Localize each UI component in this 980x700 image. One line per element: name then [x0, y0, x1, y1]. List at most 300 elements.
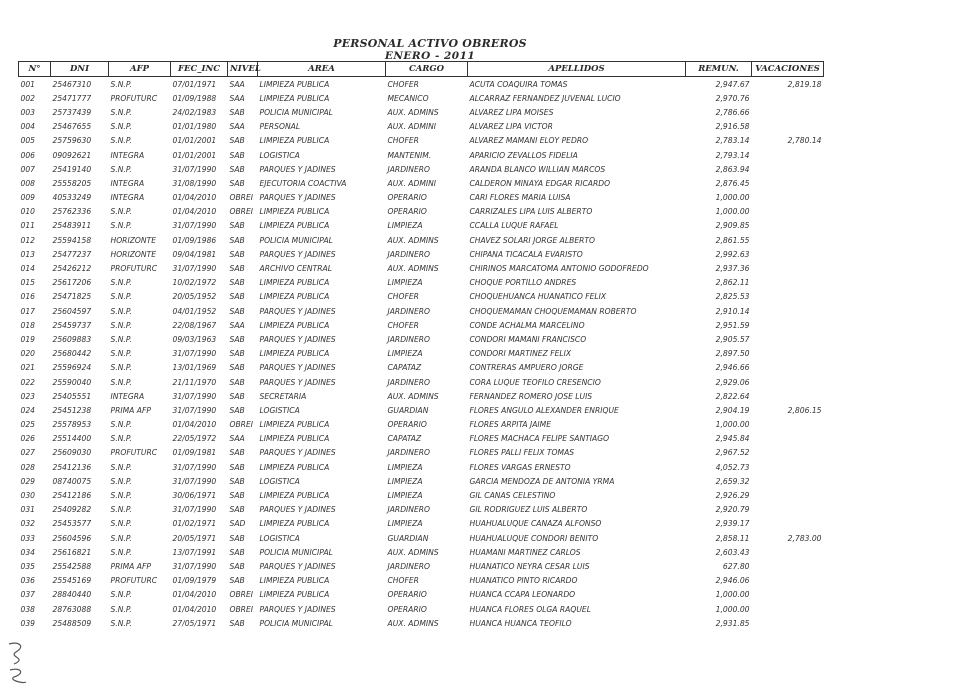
handwritten-mark — [6, 640, 32, 686]
nivel-cell: SAB — [229, 391, 245, 401]
area-cell: LIMPIEZA PUBLICA — [259, 349, 330, 359]
vacaciones-cell — [752, 304, 824, 318]
apellidos-cell: HUANCA CCAPA LEONARDO — [469, 590, 576, 600]
apellidos-cell: HUAHUALUQUE CONDORI BENITO — [469, 533, 599, 543]
apellidos-cell: ACUTA COAQUIRA TOMAS — [469, 79, 568, 89]
row-number-cell: 006 — [20, 150, 35, 160]
remun-cell: 627.80 — [722, 561, 750, 571]
nivel-cell: SAB — [229, 476, 245, 486]
dni-cell: 40533249 — [52, 193, 92, 203]
vacaciones-cell — [752, 616, 824, 630]
nivel-cell: SAB — [229, 377, 245, 387]
vacaciones-cell — [752, 460, 824, 474]
nivel-cell: SAB — [229, 462, 245, 472]
area-cell: LOGISTICA — [259, 476, 300, 486]
table-row — [19, 616, 824, 630]
table-row — [19, 91, 824, 105]
apellidos-cell: CHIPANA TICACALA EVARISTO — [469, 249, 583, 259]
remun-cell: 2,861.55 — [715, 235, 750, 245]
table-row — [19, 247, 824, 261]
vacaciones-cell — [752, 148, 824, 162]
row-number-cell: 001 — [20, 79, 35, 89]
remun-cell: 2,916.58 — [715, 122, 750, 132]
fec-inc-cell: 01/09/1981 — [172, 448, 217, 458]
fec-inc-cell: 01/04/2010 — [172, 604, 217, 614]
vacaciones-cell — [752, 588, 824, 602]
fec-inc-cell: 07/01/1971 — [172, 79, 217, 89]
area-cell: LIMPIEZA PUBLICA — [259, 462, 330, 472]
cargo-cell: AUX. ADMINS — [387, 107, 439, 117]
vacaciones-cell — [752, 474, 824, 488]
table-row — [19, 120, 824, 134]
fec-inc-cell: 31/07/1990 — [172, 476, 217, 486]
cargo-cell: CAPATAZ — [387, 363, 422, 373]
dni-cell: 09092621 — [52, 150, 92, 160]
row-number-cell: 007 — [20, 164, 35, 174]
apellidos-cell: FLORES ANGULO ALEXANDER ENRIQUE — [469, 405, 619, 415]
fec-inc-cell: 30/06/1971 — [172, 491, 217, 501]
nivel-cell: SAB — [229, 349, 245, 359]
nivel-cell: SAB — [229, 405, 245, 415]
row-number-cell: 032 — [20, 519, 35, 529]
apellidos-cell: GIL CANAS CELESTINO — [469, 491, 556, 501]
table-row — [19, 432, 824, 446]
dni-cell: 25590040 — [52, 377, 92, 387]
remun-cell: 2,947.67 — [715, 79, 750, 89]
row-number-cell: 035 — [20, 561, 35, 571]
fec-inc-cell: 01/01/1980 — [172, 122, 217, 132]
remun-cell: 2,793.14 — [715, 150, 750, 160]
vacaciones-cell — [752, 191, 824, 205]
afp-cell: S.N.P. — [110, 377, 132, 387]
table-row — [19, 517, 824, 531]
area-cell: PARQUES Y JADINES — [259, 363, 336, 373]
dni-cell: 25545169 — [52, 576, 92, 586]
area-cell: ARCHIVO CENTRAL — [259, 264, 332, 274]
fec-inc-cell: 04/01/1952 — [172, 306, 217, 316]
table-row — [19, 105, 824, 119]
table-row — [19, 375, 824, 389]
row-number-cell: 012 — [20, 235, 35, 245]
remun-cell: 2,786.66 — [715, 107, 750, 117]
fec-inc-cell: 01/09/1979 — [172, 576, 217, 586]
area-cell: LIMPIEZA PUBLICA — [259, 93, 330, 103]
vacaciones-cell — [752, 162, 824, 176]
vacaciones-cell — [752, 574, 824, 588]
dni-cell: 25542588 — [52, 561, 92, 571]
area-cell: LIMPIEZA PUBLICA — [259, 576, 330, 586]
table-row — [19, 176, 824, 190]
area-cell: LIMPIEZA PUBLICA — [259, 491, 330, 501]
dni-cell: 25596924 — [52, 363, 92, 373]
remun-cell: 1,000.00 — [715, 590, 750, 600]
cargo-cell: LIMPIEZA — [387, 476, 423, 486]
dni-cell: 25609883 — [52, 334, 92, 344]
apellidos-cell: CONTRERAS AMPUERO JORGE — [469, 363, 584, 373]
apellidos-cell: HUAMANI MARTINEZ CARLOS — [469, 547, 581, 557]
fec-inc-cell: 01/02/1971 — [172, 519, 217, 529]
dni-cell: 25594158 — [52, 235, 92, 245]
afp-cell: S.N.P. — [110, 604, 132, 614]
vacaciones-cell: 2,780.14 — [787, 136, 822, 146]
apellidos-cell: APARICIO ZEVALLOS FIDELIA — [469, 150, 578, 160]
remun-cell: 1,000.00 — [715, 193, 750, 203]
row-number-cell: 002 — [20, 93, 35, 103]
row-number-cell: 039 — [20, 618, 35, 628]
afp-cell: S.N.P. — [110, 618, 132, 628]
area-cell: LIMPIEZA PUBLICA — [259, 590, 330, 600]
vacaciones-cell: 2,783.00 — [787, 533, 822, 543]
afp-cell: S.N.P. — [110, 349, 132, 359]
table-row — [19, 531, 824, 545]
fec-inc-cell: 21/11/1970 — [172, 377, 217, 387]
dni-cell: 25488509 — [52, 618, 92, 628]
table-row — [19, 205, 824, 219]
fec-inc-cell: 31/07/1990 — [172, 505, 217, 515]
nivel-cell: SAB — [229, 618, 245, 628]
nivel-cell: SAB — [229, 306, 245, 316]
dni-cell: 25459737 — [52, 320, 92, 330]
nivel-cell: SAB — [229, 561, 245, 571]
area-cell: PARQUES Y JADINES — [259, 377, 336, 387]
area-cell: LIMPIEZA PUBLICA — [259, 207, 330, 217]
nivel-cell: OBREI — [229, 193, 254, 203]
vacaciones-cell: 2,806.15 — [787, 405, 822, 415]
area-cell: PARQUES Y JADINES — [259, 505, 336, 515]
row-number-cell: 027 — [20, 448, 35, 458]
cargo-cell: CHOFER — [387, 79, 419, 89]
dni-cell: 25405551 — [52, 391, 92, 401]
col-dni-header: DNI — [51, 62, 109, 77]
vacaciones-cell — [752, 233, 824, 247]
nivel-cell: SAA — [229, 434, 245, 444]
cargo-cell: JARDINERO — [387, 249, 431, 259]
remun-cell: 2,659.32 — [715, 476, 750, 486]
dni-cell: 25680442 — [52, 349, 92, 359]
dni-cell: 25609030 — [52, 448, 92, 458]
remun-cell: 2,822.64 — [715, 391, 750, 401]
apellidos-cell: ALCARRAZ FERNANDEZ JUVENAL LUCIO — [469, 93, 621, 103]
vacaciones-cell — [752, 318, 824, 332]
remun-cell: 2,946.66 — [715, 363, 750, 373]
nivel-cell: SAB — [229, 278, 245, 288]
fec-inc-cell: 01/04/2010 — [172, 590, 217, 600]
row-number-cell: 003 — [20, 107, 35, 117]
row-number-cell: 017 — [20, 306, 35, 316]
cargo-cell: JARDINERO — [387, 448, 431, 458]
row-number-cell: 026 — [20, 434, 35, 444]
table-row — [19, 347, 824, 361]
vacaciones-cell — [752, 332, 824, 346]
row-number-cell: 038 — [20, 604, 35, 614]
nivel-cell: OBREI — [229, 590, 254, 600]
table-row — [19, 418, 824, 432]
fec-inc-cell: 31/07/1990 — [172, 349, 217, 359]
personnel-table — [18, 61, 824, 630]
table-row — [19, 574, 824, 588]
fec-inc-cell: 20/05/1971 — [172, 533, 217, 543]
fec-inc-cell: 31/07/1990 — [172, 391, 217, 401]
afp-cell: S.N.P. — [110, 122, 132, 132]
row-number-cell: 030 — [20, 491, 35, 501]
cargo-cell: GUARDIAN — [387, 405, 429, 415]
row-number-cell: 021 — [20, 363, 35, 373]
col-cargo-header: CARGO — [386, 62, 468, 77]
table-row — [19, 261, 824, 275]
afp-cell: S.N.P. — [110, 136, 132, 146]
vacaciones-cell — [752, 120, 824, 134]
apellidos-cell: ALVAREZ LIPA MOISES — [469, 107, 554, 117]
nivel-cell: SAB — [229, 547, 245, 557]
row-number-cell: 037 — [20, 590, 35, 600]
cargo-cell: LIMPIEZA — [387, 221, 423, 231]
area-cell: PARQUES Y JADINES — [259, 306, 336, 316]
document-period: ENERO - 2011 — [384, 50, 476, 62]
apellidos-cell: CALDERON MINAYA EDGAR RICARDO — [469, 178, 611, 188]
afp-cell: S.N.P. — [110, 207, 132, 217]
table-body — [19, 77, 824, 631]
nivel-cell: SAB — [229, 107, 245, 117]
row-number-cell: 011 — [20, 221, 35, 231]
table-row — [19, 389, 824, 403]
row-number-cell: 016 — [20, 292, 35, 302]
remun-cell: 1,000.00 — [715, 604, 750, 614]
fec-inc-cell: 27/05/1971 — [172, 618, 217, 628]
cargo-cell: OPERARIO — [387, 590, 427, 600]
col-number-header: N° — [19, 62, 51, 77]
fec-inc-cell: 09/03/1963 — [172, 334, 217, 344]
apellidos-cell: GARCIA MENDOZA DE ANTONIA YRMA — [469, 476, 615, 486]
dni-cell: 25616821 — [52, 547, 92, 557]
fec-inc-cell: 31/08/1990 — [172, 178, 217, 188]
col-nivel-header: NIVEL — [228, 62, 258, 77]
remun-cell: 2,909.85 — [715, 221, 750, 231]
nivel-cell: SAA — [229, 79, 245, 89]
afp-cell: S.N.P. — [110, 420, 132, 430]
vacaciones-cell — [752, 176, 824, 190]
afp-cell: PRIMA AFP — [110, 561, 151, 571]
apellidos-cell: GIL RODRIGUEZ LUIS ALBERTO — [469, 505, 588, 515]
area-cell: SECRETARIA — [259, 391, 307, 401]
afp-cell: S.N.P. — [110, 292, 132, 302]
nivel-cell: SAB — [229, 164, 245, 174]
remun-cell: 1,000.00 — [715, 420, 750, 430]
fec-inc-cell: 13/07/1991 — [172, 547, 217, 557]
vacaciones-cell — [752, 261, 824, 275]
table-row — [19, 219, 824, 233]
remun-cell: 4,052.73 — [715, 462, 750, 472]
nivel-cell: SAB — [229, 235, 245, 245]
nivel-cell: SAB — [229, 505, 245, 515]
vacaciones-cell — [752, 205, 824, 219]
vacaciones-cell — [752, 276, 824, 290]
vacaciones-cell — [752, 375, 824, 389]
area-cell: LIMPIEZA PUBLICA — [259, 221, 330, 231]
remun-cell: 2,937.36 — [715, 264, 750, 274]
cargo-cell: CHOFER — [387, 576, 419, 586]
remun-cell: 2,904.19 — [715, 405, 750, 415]
fec-inc-cell: 01/04/2010 — [172, 193, 217, 203]
afp-cell: S.N.P. — [110, 334, 132, 344]
afp-cell: S.N.P. — [110, 519, 132, 529]
table-row — [19, 446, 824, 460]
remun-cell: 2,920.79 — [715, 505, 750, 515]
cargo-cell: JARDINERO — [387, 334, 431, 344]
afp-cell: S.N.P. — [110, 320, 132, 330]
table-row — [19, 162, 824, 176]
remun-cell: 2,946.06 — [715, 576, 750, 586]
apellidos-cell: FLORES ARPITA JAIME — [469, 420, 552, 430]
table-row — [19, 332, 824, 346]
table-row — [19, 559, 824, 573]
table-row — [19, 318, 824, 332]
apellidos-cell: CHOQUEHUANCA HUANATICO FELIX — [469, 292, 607, 302]
dni-cell: 25471777 — [52, 93, 92, 103]
row-number-cell: 034 — [20, 547, 35, 557]
apellidos-cell: CORA LUQUE TEOFILO CRESENCIO — [469, 377, 601, 387]
table-row — [19, 77, 824, 92]
cargo-cell: AUX. ADMINI — [387, 122, 437, 132]
fec-inc-cell: 01/09/1988 — [172, 93, 217, 103]
remun-cell: 2,862.11 — [715, 278, 750, 288]
cargo-cell: CAPATAZ — [387, 434, 422, 444]
row-number-cell: 015 — [20, 278, 35, 288]
area-cell: LOGISTICA — [259, 150, 300, 160]
table-row — [19, 503, 824, 517]
vacaciones-cell — [752, 488, 824, 502]
remun-cell: 2,910.14 — [715, 306, 750, 316]
vacaciones-cell — [752, 503, 824, 517]
col-vacaciones-header: VACACIONES — [752, 62, 824, 77]
cargo-cell: AUX. ADMINS — [387, 391, 439, 401]
vacaciones-cell — [752, 418, 824, 432]
remun-cell: 2,897.50 — [715, 349, 750, 359]
apellidos-cell: CONDORI MARTINEZ FELIX — [469, 349, 572, 359]
dni-cell: 25477237 — [52, 249, 92, 259]
area-cell: LOGISTICA — [259, 405, 300, 415]
afp-cell: S.N.P. — [110, 533, 132, 543]
row-number-cell: 023 — [20, 391, 35, 401]
vacaciones-cell — [752, 290, 824, 304]
nivel-cell: SAA — [229, 122, 245, 132]
row-number-cell: 009 — [20, 193, 35, 203]
area-cell: PARQUES Y JADINES — [259, 249, 336, 259]
apellidos-cell: FLORES VARGAS ERNESTO — [469, 462, 571, 472]
nivel-cell: SAB — [229, 150, 245, 160]
remun-cell: 2,876.45 — [715, 178, 750, 188]
nivel-cell: SAB — [229, 292, 245, 302]
fec-inc-cell: 13/01/1969 — [172, 363, 217, 373]
nivel-cell: SAB — [229, 136, 245, 146]
fec-inc-cell: 31/07/1990 — [172, 164, 217, 174]
dni-cell: 28840440 — [52, 590, 92, 600]
area-cell: PARQUES Y JADINES — [259, 604, 336, 614]
cargo-cell: JARDINERO — [387, 306, 431, 316]
apellidos-cell: ALVAREZ LIPA VICTOR — [469, 122, 553, 132]
vacaciones-cell — [752, 389, 824, 403]
table-row — [19, 488, 824, 502]
area-cell: POLICIA MUNICIPAL — [259, 107, 333, 117]
apellidos-cell: CHIRINOS MARCATOMA ANTONIO GODOFREDO — [469, 264, 649, 274]
area-cell: LIMPIEZA PUBLICA — [259, 519, 330, 529]
nivel-cell: SAB — [229, 576, 245, 586]
table-row — [19, 602, 824, 616]
area-cell: LIMPIEZA PUBLICA — [259, 292, 330, 302]
fec-inc-cell: 01/04/2010 — [172, 207, 217, 217]
apellidos-cell: FERNANDEZ ROMERO JOSE LUIS — [469, 391, 593, 401]
cargo-cell: MANTENIM. — [387, 150, 432, 160]
dni-cell: 28763088 — [52, 604, 92, 614]
col-afp-header: AFP — [109, 62, 171, 77]
cargo-cell: LIMPIEZA — [387, 519, 423, 529]
afp-cell: S.N.P. — [110, 491, 132, 501]
fec-inc-cell: 01/01/2001 — [172, 150, 217, 160]
nivel-cell: SAB — [229, 264, 245, 274]
vacaciones-cell — [752, 347, 824, 361]
afp-cell: INTEGRA — [110, 150, 145, 160]
apellidos-cell: HUAHUALUQUE CANAZA ALFONSO — [469, 519, 602, 529]
col-remun-header: REMUN. — [686, 62, 752, 77]
nivel-cell: SAB — [229, 491, 245, 501]
vacaciones-cell — [752, 91, 824, 105]
apellidos-cell: FLORES MACHACA FELIPE SANTIAGO — [469, 434, 610, 444]
fec-inc-cell: 22/08/1967 — [172, 320, 217, 330]
area-cell: PERSONAL — [259, 122, 301, 132]
dni-cell: 25483911 — [52, 221, 92, 231]
area-cell: LIMPIEZA PUBLICA — [259, 320, 330, 330]
row-number-cell: 013 — [20, 249, 35, 259]
remun-cell: 2,939.17 — [715, 519, 750, 529]
nivel-cell: SAA — [229, 320, 245, 330]
row-number-cell: 022 — [20, 377, 35, 387]
apellidos-cell: CARRIZALES LIPA LUIS ALBERTO — [469, 207, 593, 217]
dni-cell: 08740075 — [52, 476, 92, 486]
cargo-cell: OPERARIO — [387, 420, 427, 430]
nivel-cell: SAB — [229, 363, 245, 373]
area-cell: PARQUES Y JADINES — [259, 334, 336, 344]
cargo-cell: AUX. ADMINS — [387, 264, 439, 274]
fec-inc-cell: 22/05/1972 — [172, 434, 217, 444]
table-row — [19, 545, 824, 559]
area-cell: POLICIA MUNICIPAL — [259, 547, 333, 557]
cargo-cell: LIMPIEZA — [387, 349, 423, 359]
table-row — [19, 134, 824, 148]
row-number-cell: 018 — [20, 320, 35, 330]
cargo-cell: GUARDIAN — [387, 533, 429, 543]
afp-cell: INTEGRA — [110, 178, 145, 188]
afp-cell: S.N.P. — [110, 164, 132, 174]
nivel-cell: OBREI — [229, 604, 254, 614]
nivel-cell: SAB — [229, 533, 245, 543]
table-row — [19, 460, 824, 474]
area-cell: LIMPIEZA PUBLICA — [259, 434, 330, 444]
table-row — [19, 191, 824, 205]
dni-cell: 25453577 — [52, 519, 92, 529]
cargo-cell: CHOFER — [387, 136, 419, 146]
row-number-cell: 020 — [20, 349, 35, 359]
remun-cell: 2,967.52 — [715, 448, 750, 458]
remun-cell: 2,970.76 — [715, 93, 750, 103]
afp-cell: S.N.P. — [110, 79, 132, 89]
fec-inc-cell: 01/01/2001 — [172, 136, 217, 146]
remun-cell: 2,945.84 — [715, 434, 750, 444]
cargo-cell: OPERARIO — [387, 193, 427, 203]
afp-cell: HORIZONTE — [110, 235, 156, 245]
afp-cell: PROFUTURC — [110, 448, 158, 458]
apellidos-cell: CCALLA LUQUE RAFAEL — [469, 221, 559, 231]
remun-cell: 2,992.63 — [715, 249, 750, 259]
col-area-header: AREA — [258, 62, 386, 77]
